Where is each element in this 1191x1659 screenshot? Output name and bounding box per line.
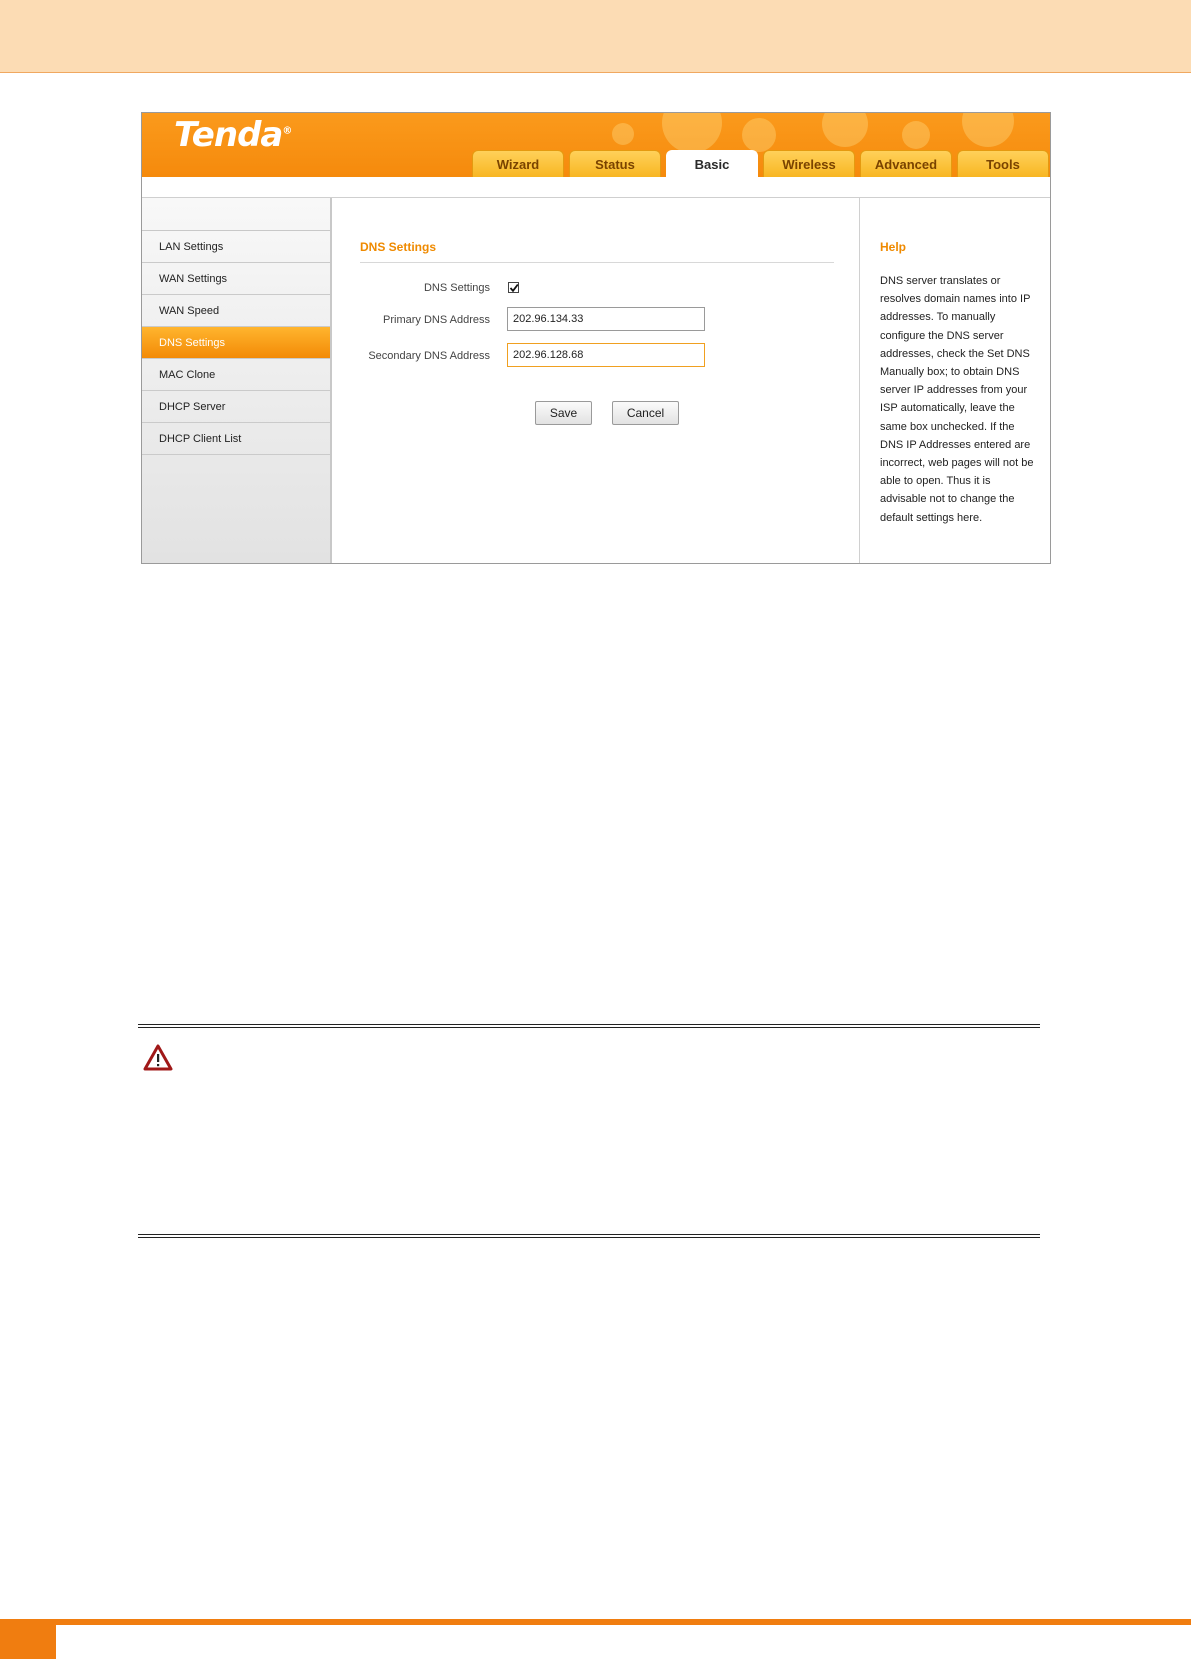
- tab-wizard[interactable]: Wizard: [472, 150, 564, 177]
- top-banner: [142, 113, 1050, 177]
- sub-header-band: [142, 177, 1050, 198]
- section-title: DNS Settings: [360, 240, 437, 254]
- tab-wireless[interactable]: Wireless: [763, 150, 855, 177]
- registered-mark: ®: [282, 125, 292, 137]
- tab-basic[interactable]: Basic: [666, 150, 758, 177]
- note-rule-bottom: [138, 1237, 1040, 1238]
- sidebar-item-dns-settings[interactable]: DNS Settings: [142, 327, 330, 359]
- sidebar-header: [142, 198, 330, 231]
- primary-dns-input[interactable]: [507, 307, 705, 331]
- logo-text: Tenda: [174, 115, 283, 155]
- note-rule-top: [138, 1024, 1040, 1025]
- dns-settings-checkbox[interactable]: [508, 282, 519, 293]
- sidebar-item-dhcp-client-list[interactable]: DHCP Client List: [142, 423, 330, 455]
- tab-advanced[interactable]: Advanced: [860, 150, 952, 177]
- tenda-logo: [174, 115, 291, 155]
- help-text: DNS server translates or resolves domain names into IP addresses. To manually configure the DNS server addresses, check the Set DNS Manually box; to obtain DNS server IP addresses from your ISP automatically, leave the same box unchecked. If the DNS IP Addresses entered are incorrect, web pages will not be able to open. Thus it is advisable not to change the default settings here.: [880, 275, 1034, 524]
- sidebar-item-wan-speed[interactable]: WAN Speed: [142, 295, 330, 327]
- sidebar-item-lan-settings[interactable]: LAN Settings: [142, 231, 330, 263]
- warning-icon: [143, 1044, 173, 1072]
- dns-settings-panel: [332, 198, 860, 563]
- dns-toggle-label: DNS Settings: [423, 282, 490, 294]
- cancel-button[interactable]: Cancel: [612, 401, 679, 425]
- secondary-dns-label: Secondary DNS Address: [368, 350, 490, 362]
- main-tabs: [472, 150, 1049, 177]
- footer-bar: [0, 1619, 1191, 1625]
- section-divider: [360, 262, 834, 263]
- sidebar-item-dhcp-server[interactable]: DHCP Server: [142, 391, 330, 423]
- help-panel: [860, 198, 1050, 563]
- sidebar: [142, 198, 332, 563]
- sidebar-item-mac-clone[interactable]: MAC Clone: [142, 359, 330, 391]
- primary-dns-label: Primary DNS Address: [383, 314, 490, 326]
- router-admin-window: [141, 112, 1051, 564]
- tab-tools[interactable]: Tools: [957, 150, 1049, 177]
- save-button[interactable]: Save: [535, 401, 592, 425]
- checkmark-icon: [509, 283, 519, 293]
- footer-page-tab: [0, 1625, 56, 1659]
- help-title: Help: [880, 240, 907, 254]
- note-rule-bottom-inner: [138, 1234, 1040, 1235]
- note-rule-top-inner: [138, 1027, 1040, 1028]
- note-box: [138, 1024, 1040, 1240]
- sidebar-item-wan-settings[interactable]: WAN Settings: [142, 263, 330, 295]
- secondary-dns-input[interactable]: [507, 343, 705, 367]
- tab-status[interactable]: Status: [569, 150, 661, 177]
- page-header-band: [0, 0, 1191, 73]
